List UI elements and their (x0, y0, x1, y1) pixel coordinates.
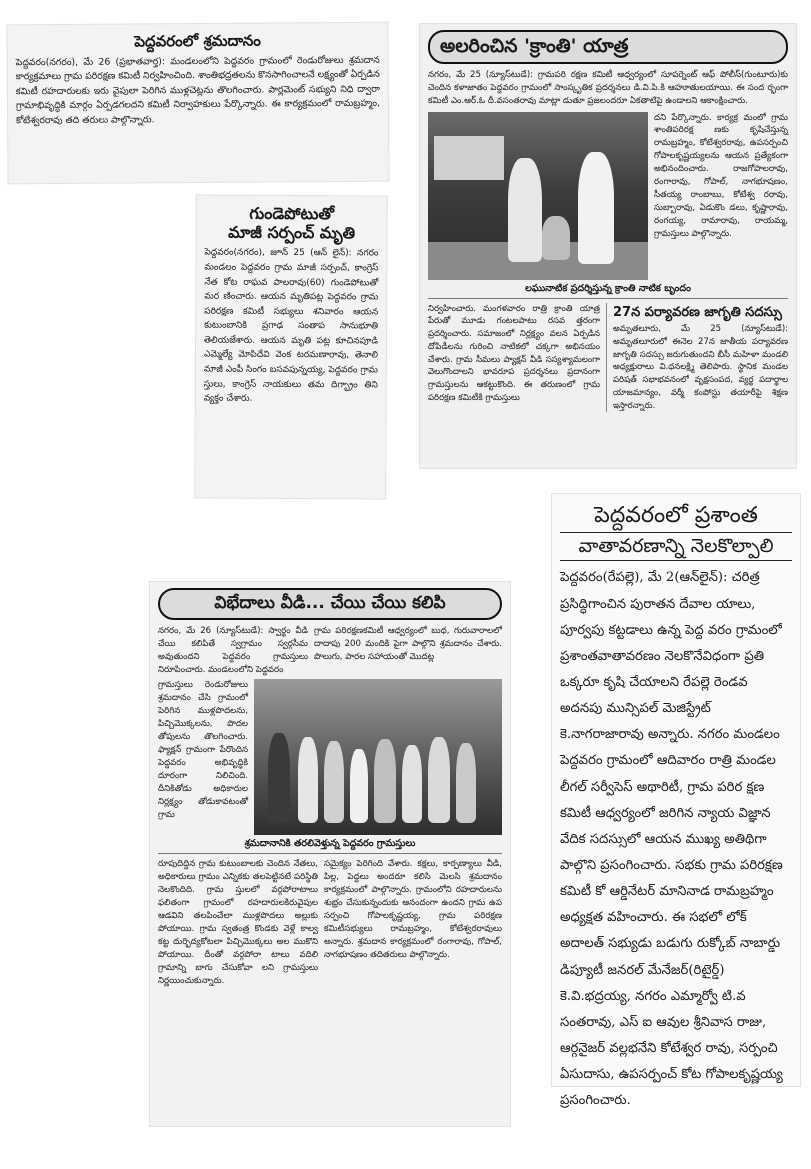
top-row (158, 625, 502, 677)
photo-figure (542, 216, 570, 260)
photo-block (254, 679, 502, 835)
photo-row (158, 679, 502, 835)
clipping-banner: అలరించిన 'క్రాంతి' యాత్ర (428, 30, 788, 64)
lower-row (428, 303, 788, 413)
photo-figure (578, 152, 614, 264)
clipping-body: పెద్దవరం(నగరం), జూన్ 25 (ఆన్ లైన్): నగరం మండలం పెద్దవరం గ్రామ మాజీ సర్పంచ్, కాంగ్రెస్ నేత కోట రాఘవ పాలరావు(60) గుండెపోటుతో మర ణించారు. ఆయన మృతిపట్ల పెద్దవరం గ్రామ పరిరక్షణ కమిటీ సభ్యులు శనివారం ఆయన కుటుంబానికి ప్రగాఢ సంతాప సానుభూతి తెలియజేశారు. ఆయన మృతి పట్ల కూచినపూడి ఎమ్మెల్యే మోపిదేవి వెంక టరమణారావు, తెనాలి మాజీ ఎంపీ సింగం బసవపున్నయ్య, పెద్దవరం గ్రామ స్తులు, కాంగ్రెస్ నాయకులు తమ దిగ్భ్రాం తిని వ్యక్తం చేశారు. (203, 247, 379, 404)
clipping-right-text: దని పేర్కొన్నారు. కార్యక్ర మంలో గ్రామ శాంతిపరిరక్ష ణకు కృషిచేస్తున్న రామబ్రహ్మం, కోటేశ్వరరావు, ఉపసర్పంచి గోపాలకృష్ణయ్యలను ఆయన ప్రత్యేకంగా అభినందించారు. రాజగోపాలరావు, రంగారావు, గోపాల్, నాగభూషణం, సీతయ్య రాంబాబు, కోటేశ్వ రరావు, సుబ్బారావు, ఏడుకొం డలు, కృష్ణారావు, రంగయ్య, రామారావు, రాయమ్మ, గ్రామస్తులు పాల్గొన్నారు. (654, 112, 788, 239)
sub-headline: 27న పర్యావరణ జాగృతి సదస్సు (613, 304, 782, 320)
photo-figure (298, 737, 318, 823)
sub-article (606, 303, 788, 413)
bottom-row (158, 858, 502, 989)
photo-banner-board (434, 136, 504, 180)
clipping-left-col: గ్రామస్తులు రెండురోజులు శ్రమదానం చేసి గ్రామంలో పెరిగిన ముళ్లపొదలను, పిచ్చిమొక్కలను, పొదల తోపులను తొలగించారు. ఫ్యాక్షన్ గ్రామంగా పేరొందిన పెద్దవరం అభివృద్ధికి దూరంగా నిలిచింది. దీనికితోడు అధికారుల నిర్లక్ష్యం తోడుకావటంతో గ్రామ (158, 679, 248, 821)
clipping-shramadanam (7, 23, 388, 184)
photo-figure (350, 749, 368, 823)
clipping-body-left: నిర్వహించారు. మంగళవారం రాత్రి క్రాంతి యాత్ర పేరుతో మూడు గంటలపాటు రసవ త్తరంగా ప్రదర్శించారు. సమాజంలో నిర్లక్ష్యం వలన ఏర్పడిన దోపిడీలను గురించి నాటికలో చక్కగా అభినయం చేశారు. గ్రామ సీమలు ప్యాక్షన్ వీడి సస్యశ్యామలంగా వెలుగొందాలని భావరూప ప్రదర్శనలు ప్రదానంగా గ్రామస్తులను ఆకట్టుకొంది. ఈ తరుణంలో గ్రామ పరిరక్షణ కమిటీకి గ్రామస్తులు (428, 303, 600, 403)
drama-photo (428, 112, 648, 280)
photo-figure (324, 741, 344, 823)
article-body: పెద్దవరం(రేపల్లె), మే 2(ఆన్‌లైన్): చరిత్ర ప్రసిద్ధిగాంచిన పురాతన దేవాల యాలు, పూర్వపు కట్టడాలు ఉన్న పెద్ద వరం గ్రామంలో ప్రశాంతవాతావరణం నెలకొనేవిధంగా ప్రతి ఒక్కరూ కృషి చేయాలని రేపల్లె రెండవ అదనపు మున్సిపల్ మెజిస్ట్రేట్ కె.నాగరాజారావు అన్నారు. నగరం మండలం పెద్దవరం గ్రామంలో ఆదివారం రాత్రి మండల లీగల్ సర్వీసెస్ అథారిటీ, గ్రామ పరిర క్షణ కమిటీ ఆధ్వర్యంలో జరిగిన న్యాయ విజ్ఞాన వేదిక సదస్సులో ఆయన ముఖ్య అతిథిగా పాల్గొని ప్రసంగించారు. సభకు గ్రామ పరిరక్షణ కమిటీ కో ఆర్డినేటర్ మానినాడ రామబ్రహ్మం అధ్యక్షత వహించారు. ఈ సభలో లోక్ అదాలత్ సభ్యుడు బడుగు రుక్కోబ్ నాబార్డు డిప్యూటీ జనరల్ మేనేజర్(రిటైర్డ్) కె.వి.భద్రయ్య, నగరం ఎమ్మార్వో టి.వ సంతరావు, ఎస్ ఐ ఆవుల శ్రీనివాస రాజు, ఆర్గనైజర్ వల్లభనేని కోటేశ్వర రావు, సర్పంచి ఏసుదాసు, ఉపసర్పంచ్ కోట గోపాలకృష్ణయ్య ప్రసంగించారు. (560, 570, 783, 1109)
clipping-body: పెద్దవరం(నగరం), మే 26 (ప్రభాతవార్త): మండలంలోని పెద్దవరం గ్రామంలో రెండురోజులు శ్రమదాన కార్యక్రమాలు గ్రామ పరిరక్షణ కమిటీ నిర్వహించింది. శాంతిభద్రతలను కొనసాగించాలనే లక్ష్యంతో ఏర్పడిన కమిటీ రహదారులకు ఇరు వైపులా పెరిగిన ముళ్లచెట్లను తొలగించారు. పార్లమెంట్ సభ్యుని నిధి ద్వారా గ్రామాభివృద్ధికి మార్గం ఏర్పడగలదని కమిటీ నిర్వాహకులు పేర్కొన్నారు. ఈ కార్యక్రమంలో రామబ్రహ్మం, కోటేశ్వరరావు తది తరులు పాల్గొన్నారు. (15, 54, 381, 126)
article-title (560, 500, 792, 561)
clipping-top-left: నగరం, మే 26 (న్యూస్‌టుడే): స్వార్థం వీడి చేయి కలిపితే స్వగ్రామం స్వర్గసీమ అవుతుందని పెద్దవరం గ్రామస్తులు నిరూపించారు. మండలంలోని పెద్దవరం (158, 625, 308, 675)
photo-figure (428, 737, 450, 823)
clipping-top-right: గ్రామ పరిరక్షణకమిటీ ఆధ్వర్యంలో బుధ, గురువారాలలో దాదాపు 200 మందికి పైగా పాల్గొని శ్రమదానం చేశారు. పొలుగు, పారల సహాయంతో మొదట్ల (314, 625, 502, 662)
title-line-1: పెద్దవరంలో ప్రశాంత (560, 500, 792, 533)
clipping-bottom-left: రూపుదిద్దిన గ్రామ కుటుంబాలకు చెందిన నేతలు, అధికారులు గ్రామం ఎన్నికకు తలపెట్టినటే పరిస్థితి నెలకొందిది. గ్రామ స్తులలో వర్గపోరాటాలు ఫలితంగా గ్రామంలో రహదారులకిరువైపుల ఆడవిని తలపించేలా ముళ్లపొదలు అల్లుకు పోయాయి. గ్రామ స్వతంత్ర కొండకు వెళ్లే కాల్వ కట్ట దుర్భిద్యకోటలా పిచ్చిమొక్కలు అల ముకొని పోయాయి. దీంతో వర్గపోరా టాలు వదిలి గ్రామాన్ని బాగు చేసుకోవా లని గ్రామస్తులు నిర్ణయించుకున్నారు. (158, 858, 318, 987)
photo-caption: శ్రమదానానికి తరలివెళ్తున్న పెద్దవరం గ్రామస్తులు (158, 838, 502, 854)
sub-body: అమృతలూరు, మే 25 (న్యూస్‌టుడే): అమృతలూరులో ఈనెల 27న జాతీయ పర్యావరణ జాగృతి సదస్సు జరుగుతుందని బీసీ మహిళా మండలి అధ్యక్షురాలు వి.ధనలక్ష్మి తెలిపారు. స్థానిక మండల పరిషత్ సభాభవనంలో వృక్షసంపద, వ్యర్థ పదార్థాల యాజమాన్యం, వర్మీ కంపోస్టు తయారీపై శిక్షణ ఇస్తారన్నారు. (613, 324, 788, 411)
clipping-headline (205, 204, 379, 243)
photo-figure (374, 739, 396, 823)
clipping-kranti-yatra (420, 24, 796, 468)
photo-figure (508, 158, 542, 262)
photo-caption: లఘునాటిక ప్రదర్శిస్తున్న క్రాంతి నాటిక బృందం (428, 283, 788, 299)
villagers-photo (254, 679, 502, 835)
photo-figure (456, 743, 476, 823)
photo-figure (402, 745, 422, 823)
title-line-2: వాతావరణాన్ని నెలకొల్పాలి (560, 533, 792, 562)
clipping-sarpanch-death (195, 196, 387, 499)
clipping-peaceful-atmosphere (552, 494, 800, 1109)
clipping-intro: నగరం, మే 25 (న్యూస్‌టుడే): గ్రామపరి రక్షణ కమిటీ ఆధ్వర్యంలో సూపర్నెంట్ ఆఫ్ పోలీస్(గుంటూరు)కు చెందిన కళాజాతం పెద్దవరం గ్రామంలో సాంస్కృతిక ప్రదర్శనలు డి.వి.పి.కి ఆహూతులయాయి. ఈ సంద ర్భంగా కమిటీ ఎం.ఆర్.ఓ దీ.వసంతరావు మాట్లా డుతూ ప్రజలందరూ ఏకతాటిపై ఉండాలని ఆకాంక్షించారు. (428, 69, 788, 106)
clipping-banner: విభేదాలు వీడి... చేయి చేయి కలిపి (158, 588, 502, 620)
photo-row (428, 112, 788, 280)
clipping-cooperation (150, 582, 510, 1126)
photo-figure (268, 733, 290, 823)
clipping-bottom-right: సమైక్యం పెరిగింది వేశారు. కక్షలు, కార్పణ్యాలు వీడి, పిల్ల, పెద్దలు అందరూ కలిసి మెలసి శ్రమదానం కార్యక్రమంలో పాల్గొన్నారు. గ్రామంలోని రహదారులను శుభ్రం చేసుకున్నందుకు ఆనందంగా ఉందని గ్రామ ఉప సర్పంచి గోపాలకృష్ణయ్య, గ్రామ పరిరక్షణ కమిటీసభ్యులు రామబ్రహ్మం, కోటేశ్వరరావులు అన్నారు. శ్రమదాన కార్యక్రమంలో రంగారావు, గోపాల్, నాగభూషణం తదితరులు పాల్గొన్నారు. (324, 858, 502, 961)
clipping-headline: పెద్దవరంలో శ్రమదానం (134, 31, 261, 51)
headline-line-1: గుండెపోటుతో (249, 203, 335, 224)
headline-line-2: మాజీ సర్పంచ్ మృతి (228, 222, 356, 243)
